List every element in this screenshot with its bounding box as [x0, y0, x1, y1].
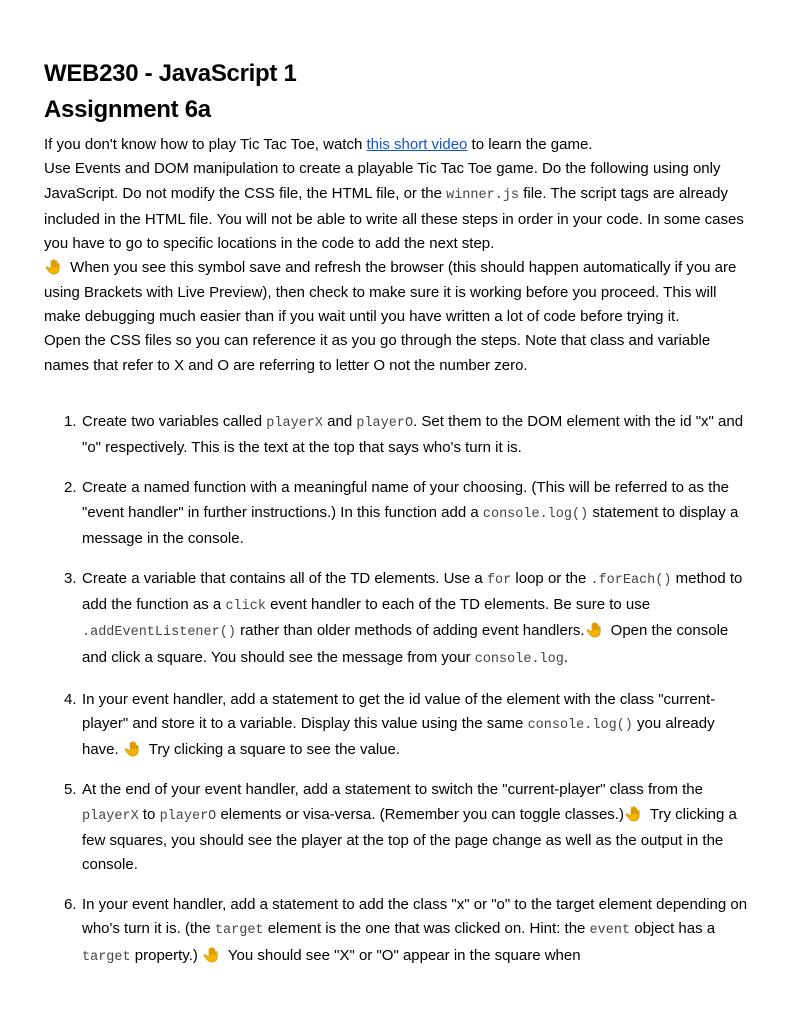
intro-text: When you see this symbol save and refresh the browser (this should happen automatically if you are using Brackets with Live Preview), then check to make sure it is working before you proceed. This will make debugging much easier than if you wait until you have written a lot of code before trying it.: [44, 259, 737, 326]
step-text: method to add the function as a: [82, 569, 743, 614]
list-item: [44, 688, 754, 763]
intro-line-1-pre: If you don't know how to play Tic Tac Toe, watch: [44, 136, 367, 153]
steps-list: [44, 410, 754, 970]
step-text: Create two variables called: [82, 412, 267, 430]
inline-code: playerO: [356, 415, 414, 431]
short-video-link[interactable]: this short video: [366, 136, 468, 153]
list-item: [44, 567, 754, 672]
step-text: Create a variable that contains all of the TD elements. Use a: [82, 569, 487, 587]
inline-code: playerX: [266, 415, 323, 431]
step-text: You should see "X" or "O" appear in the square when: [224, 946, 581, 964]
list-item: [44, 410, 754, 461]
step-number: 6.: [64, 896, 77, 914]
intro-paragraph-3: [44, 256, 754, 329]
step-number: 5.: [64, 781, 77, 799]
step-text: Open the console and click a square. You should see the message from your: [82, 622, 729, 666]
intro-line-1: [44, 133, 754, 157]
step-text: element is the one that was clicked on. Hint: the: [263, 920, 590, 938]
step-text: Try clicking a few squares, you should see the player at the top of the page change as well as the output in the console.: [82, 805, 737, 874]
step-text: you already have.: [82, 715, 715, 759]
step-text: to: [138, 805, 160, 823]
step-text: Create a named function with a meaningful name of your choosing. (This will be referred to as the "event handler" in further instructions.) In this function add a: [82, 479, 730, 521]
intro-text: file. The script tags are already included in the HTML file. You will not be able to write all these steps in order in your code. In some cases you have to go to specific locations in the code to add the next step.: [44, 184, 744, 253]
inline-code: playerX: [82, 808, 139, 824]
step-text: At the end of your event handler, add a statement to switch the "current-player" class from the: [82, 781, 703, 799]
step-text: .: [563, 648, 569, 666]
inline-code: console.log: [474, 651, 564, 667]
raised-hand-icon: [624, 805, 644, 821]
intro-section: [44, 133, 754, 378]
inline-code: playerO: [159, 808, 217, 824]
step-number: 4.: [64, 690, 77, 708]
raised-hand-icon: [585, 621, 605, 637]
step-text: statement to display a message in the console.: [82, 503, 739, 547]
inline-code: event: [589, 923, 631, 939]
intro-line-1-post: to learn the game.: [467, 136, 593, 153]
step-text: object has a: [630, 920, 716, 938]
raised-hand-icon: [123, 740, 143, 756]
document-title: WEB230 - JavaScript 1: [44, 60, 297, 87]
inline-code: target: [82, 949, 131, 965]
step-number: 3.: [64, 569, 77, 587]
document-page: [44, 58, 754, 986]
raised-hand-icon: [202, 946, 222, 962]
inline-code: winner.js: [446, 187, 520, 203]
inline-code: target: [214, 923, 264, 939]
step-text: In your event handler, add a statement to add the class "x" or "o" to the target element depending on who's turn it is. (the: [82, 896, 748, 938]
step-text: . Set them to the DOM element with the id "x" and "o" respectively. This is the text at the top that says who's turn it is.: [82, 412, 744, 457]
inline-code: .addEventListener(): [82, 625, 236, 641]
intro-paragraph-2: [44, 157, 754, 256]
step-text: and: [322, 412, 357, 430]
assignment-title: Assignment 6a: [44, 96, 211, 123]
inline-code: console.log(): [527, 718, 633, 733]
inline-code: click: [225, 599, 266, 615]
step-text: property.): [130, 946, 198, 964]
step-text: event handler to each of the TD elements. Be sure to use: [265, 596, 651, 614]
raised-hand-icon: [44, 258, 64, 274]
step-text: In your event handler, add a statement to get the id value of the element with the class "current-player" and store it to a variable. Display this value using the same: [82, 690, 716, 732]
step-text: elements or visa-versa. (Remember you can toggle classes.): [216, 805, 624, 823]
inline-code: .forEach(): [590, 572, 672, 588]
list-item: [44, 476, 754, 551]
step-number: 2.: [64, 479, 77, 497]
list-item: [44, 778, 754, 877]
step-text: rather than older methods of adding event handlers.: [235, 622, 585, 640]
intro-paragraph-4: Open the CSS files so you can reference it as you go through the steps. Note that class and variable names that refer to X and O are referring to letter O not the number zero.: [44, 332, 711, 374]
intro-text: Use Events and DOM manipulation to create a playable Tic Tac Toe game. Do the following using only JavaScript. Do not modify the CSS file, the HTML file, or the: [44, 160, 721, 202]
step-number: 1.: [64, 412, 77, 430]
list-item: [44, 893, 754, 970]
step-text: loop or the: [511, 569, 591, 587]
inline-code: console.log(): [482, 506, 589, 522]
step-text: Try clicking a square to see the value.: [144, 741, 401, 759]
inline-code: for: [486, 572, 512, 588]
